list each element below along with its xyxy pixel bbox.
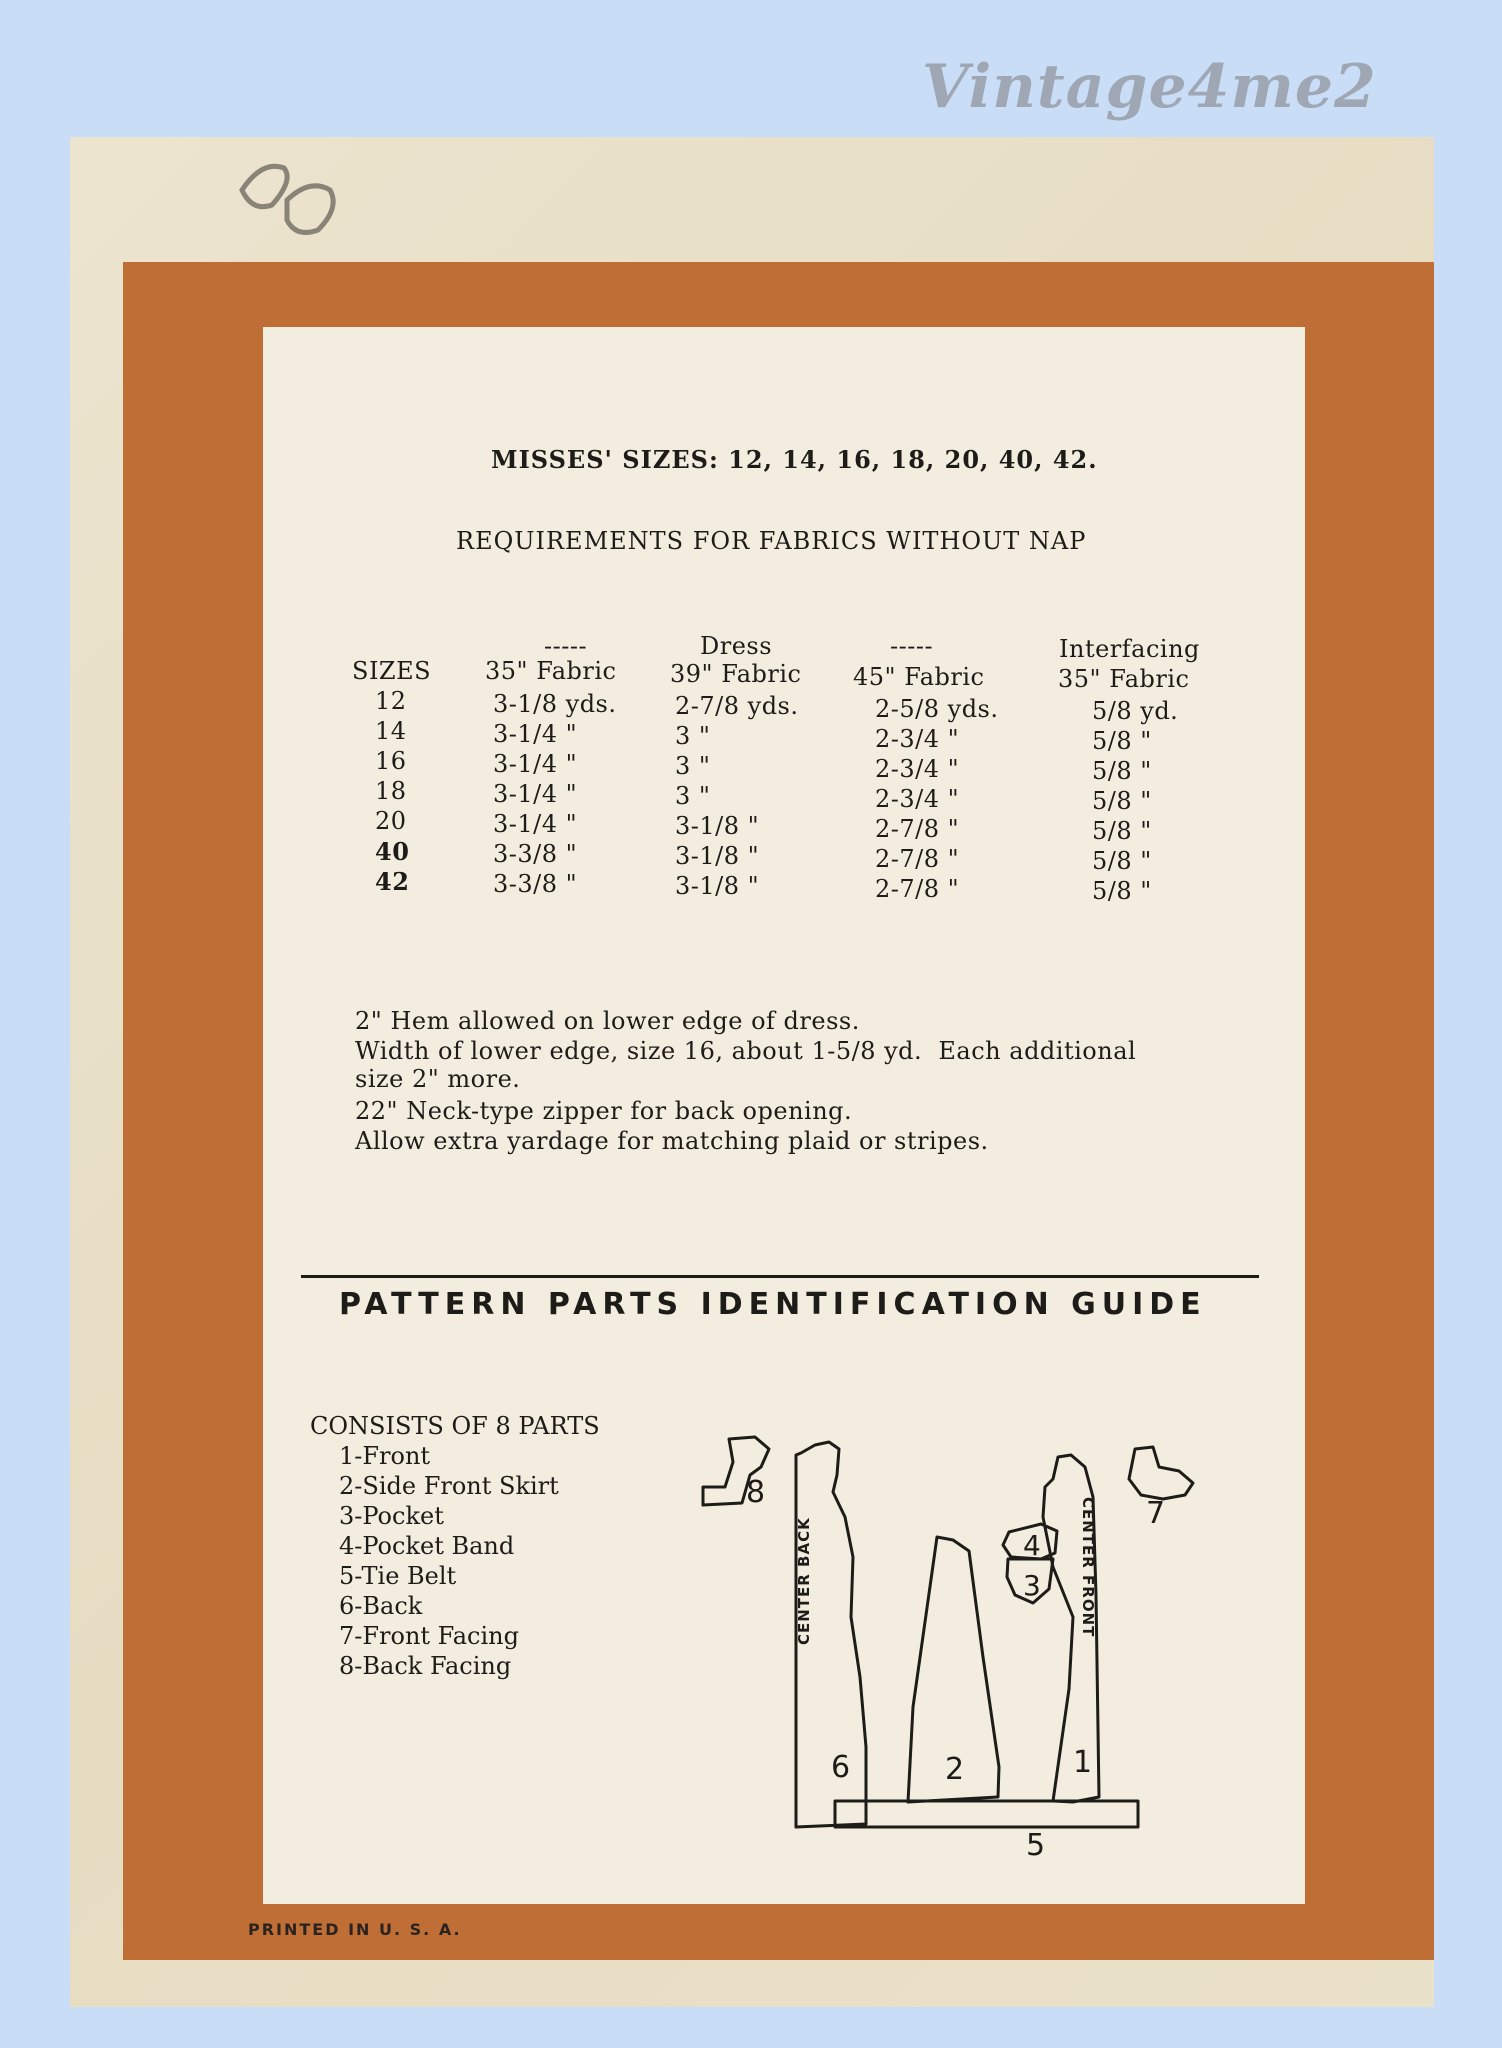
table-cell: 3-1/4 " xyxy=(493,750,578,778)
column-header-39: 39" Fabric xyxy=(670,660,802,688)
part-item: 3-Pocket xyxy=(339,1502,444,1530)
part-item: 1-Front xyxy=(339,1442,431,1470)
table-cell: 3-1/4 " xyxy=(493,720,578,748)
piece-number-2: 2 xyxy=(945,1752,965,1787)
pencil-scribble xyxy=(232,150,350,245)
part-item: 2-Side Front Skirt xyxy=(339,1472,559,1500)
table-cell: 16 xyxy=(375,747,407,775)
piece-number-6: 6 xyxy=(831,1750,851,1785)
label-center-back: CENTER BACK xyxy=(795,1517,813,1645)
table-cell: 2-3/4 " xyxy=(875,785,960,813)
part-item: 5-Tie Belt xyxy=(339,1562,457,1590)
piece-tie-belt xyxy=(835,1801,1138,1827)
table-cell: 12 xyxy=(375,687,407,715)
piece-number-1: 1 xyxy=(1073,1745,1093,1780)
table-cell: 2-3/4 " xyxy=(875,755,960,783)
table-cell: 2-3/4 " xyxy=(875,725,960,753)
part-item: 6-Back xyxy=(339,1592,423,1620)
column-header-35: 35" Fabric xyxy=(485,657,617,685)
table-cell: 5/8 " xyxy=(1092,847,1152,875)
group-label-4: Interfacing xyxy=(1059,635,1200,663)
table-cell: 20 xyxy=(375,807,407,835)
table-cell: 5/8 " xyxy=(1092,727,1152,755)
table-cell: 18 xyxy=(375,777,407,805)
table-cell: 42 xyxy=(375,867,410,896)
piece-number-5: 5 xyxy=(1026,1828,1046,1863)
parts-heading: CONSISTS OF 8 PARTS xyxy=(310,1412,600,1440)
piece-number-3: 3 xyxy=(1023,1569,1041,1602)
column-header-interfacing: 35" Fabric xyxy=(1058,665,1190,693)
table-cell: 5/8 " xyxy=(1092,787,1152,815)
part-item: 7-Front Facing xyxy=(339,1622,519,1650)
piece-front-facing xyxy=(1129,1447,1193,1499)
pattern-diagram xyxy=(263,327,1305,1904)
requirements-title: REQUIREMENTS FOR FABRICS WITHOUT NAP xyxy=(456,527,1087,555)
table-cell: 2-7/8 " xyxy=(875,875,960,903)
instruction-panel xyxy=(263,327,1305,1904)
note-line: 22" Neck-type zipper for back opening. xyxy=(355,1097,853,1125)
table-cell: 3-1/8 " xyxy=(675,872,760,900)
note-line: Allow extra yardage for matching plaid or stripes. xyxy=(355,1127,989,1155)
group-label-3: ----- xyxy=(890,632,934,660)
sizes-heading: MISSES' SIZES: 12, 14, 16, 18, 20, 40, 42. xyxy=(491,445,1098,474)
note-line: Width of lower edge, size 16, about 1-5/8 yd. Each additional xyxy=(355,1037,1137,1065)
part-item: 4-Pocket Band xyxy=(339,1532,515,1560)
piece-number-8: 8 xyxy=(746,1475,766,1510)
table-cell: 3-1/4 " xyxy=(493,780,578,808)
table-cell: 3 " xyxy=(675,752,711,780)
table-cell: 3 " xyxy=(675,722,711,750)
note-line: size 2" more. xyxy=(355,1065,521,1093)
table-cell: 3-3/8 " xyxy=(493,870,578,898)
column-header-sizes: SIZES xyxy=(352,657,432,685)
group-label-2: Dress xyxy=(700,632,773,660)
table-cell: 5/8 " xyxy=(1092,817,1152,845)
group-label-1: ----- xyxy=(544,632,588,660)
table-cell: 3-3/8 " xyxy=(493,840,578,868)
table-cell: 5/8 yd. xyxy=(1092,697,1179,725)
table-cell: 5/8 " xyxy=(1092,877,1152,905)
guide-title: PATTERN PARTS IDENTIFICATION GUIDE xyxy=(339,1287,1207,1322)
column-header-45: 45" Fabric xyxy=(853,663,985,691)
table-cell: 2-5/8 yds. xyxy=(875,695,999,723)
note-line: 2" Hem allowed on lower edge of dress. xyxy=(355,1007,860,1035)
table-cell: 2-7/8 yds. xyxy=(675,692,799,720)
table-cell: 3-1/4 " xyxy=(493,810,578,838)
label-center-front: CENTER FRONT xyxy=(1079,1497,1097,1638)
table-cell: 3 " xyxy=(675,782,711,810)
piece-number-7: 7 xyxy=(1146,1496,1166,1531)
table-cell: 3-1/8 " xyxy=(675,842,760,870)
table-cell: 5/8 " xyxy=(1092,757,1152,785)
table-cell: 2-7/8 " xyxy=(875,845,960,873)
printed-in-usa: PRINTED IN U. S. A. xyxy=(248,1920,462,1939)
table-cell: 3-1/8 " xyxy=(675,812,760,840)
part-item: 8-Back Facing xyxy=(339,1652,512,1680)
table-cell: 3-1/8 yds. xyxy=(493,690,617,718)
table-cell: 40 xyxy=(375,837,410,866)
table-cell: 2-7/8 " xyxy=(875,815,960,843)
piece-number-4: 4 xyxy=(1023,1529,1041,1562)
table-cell: 14 xyxy=(375,717,407,745)
watermark-text: Vintage4me2 xyxy=(922,52,1377,122)
